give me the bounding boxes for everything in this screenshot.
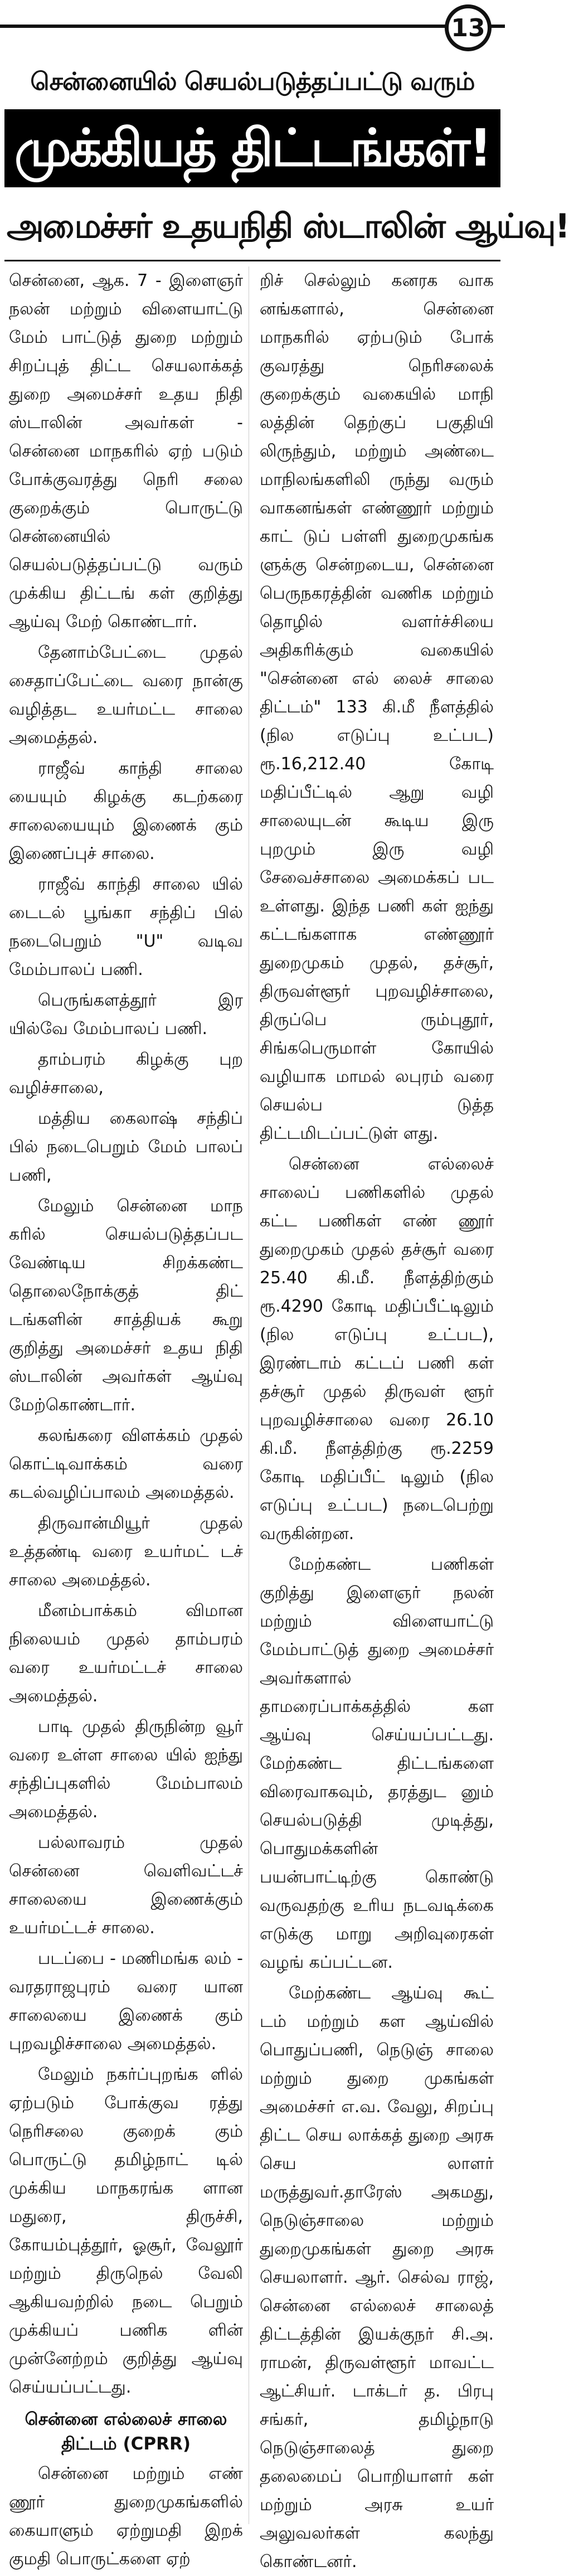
article-paragraph: சென்னை மற்றும் எண் ணூர் துறைமுகங்களில் கையாளும் ஏற்றுமதி இறக் குமதி பொருட்களை ஏற் xyxy=(9,2464,243,2569)
article-paragraph: மேற்கண்ட பணிகள் குறித்து இளைஞர் நலன் மற்றும் விளையாட்டு மேம்பாட்டுத் துறை அமைச்சர் அவர்களால் தாமரைப்பாக்கத்தில் கள ஆய்வு செய்யப்பட்டது. மேற்கண்ட திட்டங்களை விரைவாகவும், தரத்துட னும் செயல்படுத்தி முடித்து, பொதுமக்களின் பயன்பாட்டிற்கு கொண்டு வருவதற்கு உரிய நடவடிக்கை எடுக்கு மாறு அறிவுரைகள் வழங் கப்பட்டன. xyxy=(260,1555,494,1972)
article-paragraph: தாம்பரம் கிழக்கு புற வழிச்சாலை, xyxy=(9,1050,243,1098)
page-number-badge: 13 xyxy=(445,4,492,51)
section-heading: சென்னை எல்லைச் சாலை திட்டம் (CPRR) xyxy=(25,2409,227,2454)
article-paragraph: பாடி முதல் திருநின்ற வூர் வரை உள்ள சாலை யில் ஐந்து சந்திப்புகளில் மேம்பாலம் அமைத்தல். xyxy=(9,1717,243,1822)
article-paragraph: திருவான்மியூர் முதல் உத்தண்டி வரை உயர்மட் டச் சாலை அமைத்தல். xyxy=(9,1513,243,1590)
article-paragraph: சென்னை, ஆக. 7 - இளைஞர் நலன் மற்றும் விளையாட்டு மேம் பாட்டுத் துறை மற்றும் சிறப்புத் திட்ட செயலாக்கத் துறை அமைச்சர் உதய நிதி ஸ்டாலின் அவர்கள் - சென்னை மாநகரில் ஏற் படும் போக்குவரத்து நெரி சலை குறைக்கும் பொருட்டு சென்னையில் செயல்படுத்தப்பட்டு வரும் முக்கிய திட்டங் கள் குறித்து ஆய்வு மேற் கொண்டார். xyxy=(9,271,243,632)
article-paragraph: தேனாம்பேட்டை முதல் சைதாப்பேட்டை வரை நான்கு வழித்தட உயர்மட்ட சாலை அமைத்தல். xyxy=(9,643,243,748)
article-paragraph: றிச் செல்லும் கனரக வாக னங்களால், சென்னை மாநகரில் ஏற்படும் போக் குவரத்து நெரிசலைக் குறைக்கும் வகையில் மாநி லத்தின் தெற்குப் பகுதியி லிருந்தும், மற்றும் அண்டை மாநிலங்களிலி ருந்து வரும் வாகனங்கள் எண்ணூர் மற்றும் காட் டுப் பள்ளி துறைமுகங்க ளுக்கு சென்றடைய, சென்னை பெருநகரத்தின் வணிக மற்றும் தொழில் வளர்ச்சியை அதிகரிக்கும் வகையில் "சென்னை எல் லைச் சாலை திட்டம்" 133 கி.மீ நீளத்தில் (நில எடுப்பு உட்பட) ரூ.16,212.40 கோடி மதிப்பீட்டில் ஆறு வழி சாலையுடன் கூடிய இரு புறமும் இரு வழி சேவைச்சாலை அமைக்கப் பட உள்ளது. இந்த பணி கள் ஐந்து கட்டங்களாக எண்ணூர் துறைமுகம் முதல், தச்சூர், திருவள்ளூர் புறவழிச்சாலை, திருப்பெ ரும்புதூர், சிங்கபெருமாள் கோயில் வழியாக மாமல் லபுரம் வரை செயல்ப டுத்த திட்டமிடப்பட்டுள் ளது. xyxy=(260,271,494,1143)
article-paragraph: ராஜீவ் காந்தி சாலை யில் டைடல் பூங்கா சந்திப் பில் நடைபெறும் "U" வடிவ மேம்பாலப் பணி. xyxy=(9,875,243,979)
article-paragraph: மத்திய கைலாஷ் சந்திப் பில் நடைபெறும் மேம் பாலப் பணி, xyxy=(9,1109,243,1185)
headline-rule xyxy=(4,260,500,261)
article-paragraph: படப்பை - மணிமங்க லம் - வரதராஜபுரம் வரை யான சாலையை இணைக் கும் புறவழிச்சாலை அமைத்தல். xyxy=(9,1949,243,2054)
article-paragraph: பல்லாவரம் முதல் சென்னை வெளிவட்டச் சாலையை இணைக்கும் உயர்மட்டச் சாலை. xyxy=(9,1833,243,1938)
article-paragraph: மேற்கண்ட ஆய்வு கூட் டம் மற்றும் கள ஆய்வில் பொதுப்பணி, நெடுஞ் சாலை மற்றும் துறை முகங்கள் அமைச்சர் எ.வ. வேலு, சிறப்பு திட்ட செய லாக்கத் துறை அரசு செய லாளர் மருத்துவர்.தாரேஸ் அகமது, நெடுஞ்சாலை மற்றும் துறைமுகங்கள் துறை அரசு செயலாளர். ஆர். செல்வ ராஜ், சென்னை எல்லைச் சாலைத் திட்டத்தின் இயக்குநர் சி.அ. ராமன், திருவள்ளூர் மாவட்ட ஆட்சியர். டாக்டர் த. பிரபு சங்கர், தமிழ்நாடு நெடுஞ்சாலைத் துறை தலைமைப் பொறியாளர் கள் மற்றும் அரசு உயர் அலுவலர்கள் கலந்து கொண்டனர். xyxy=(260,1983,494,2572)
header-rule xyxy=(0,25,505,28)
page-header xyxy=(0,0,505,54)
kicker-line: சென்னையில் செயல்படுத்தப்பட்டு வரும் xyxy=(30,67,475,96)
article-left-column xyxy=(9,266,243,2569)
headline: முக்கியத் திட்டங்கள்! xyxy=(4,109,500,187)
article-paragraph: சென்னை எல்லைச் சாலைப் பணிகளில் முதல் கட்ட பணிகள் எண் ணூர் துறைமுகம் முதல் தச்சூர் வரை 25.40 கி.மீ. நீளத்திற்கும் ரூ.4290 கோடி மதிப்பீட்டிலும் (நில எடுப்பு உட்பட), இரண்டாம் கட்டப் பணி கள் தச்சூர் முதல் திருவள் ளூர் புறவழிச்சாலை வரை 26.10 கி.மீ. நீளத்திற்கு ரூ.2259 கோடி மதிப்பீட் டிலும் (நில எடுப்பு உட்பட) நடைபெற்று வருகின்றன. xyxy=(260,1154,494,1544)
article-paragraph: மீனம்பாக்கம் விமான நிலையம் முதல் தாம்பரம் வரை உயர்மட்டச் சாலை அமைத்தல். xyxy=(9,1601,243,1706)
article-right-column xyxy=(260,266,494,2572)
article-paragraph: மேலும் சென்னை மாந கரில் செயல்படுத்தப்பட வேண்டிய சிறக்கண்ட தொலைநோக்குத் திட் டங்களின் சாத்தியக் கூறு குறித்து அமைச்சர் உதய நிதி ஸ்டாலின் அவர்கள் ஆய்வு மேற்கொண்டார். xyxy=(9,1196,243,1415)
subheadline: அமைச்சர் உதயநிதி ஸ்டாலின் ஆய்வு! xyxy=(7,207,569,246)
article-paragraph: மேலும் நகர்ப்புறங்க ளில் ஏற்படும் போக்குவ ரத்து நெரிசலை குறைக் கும் பொருட்டு தமிழ்நாட் டில் முக்கிய மாநகரங்க ளான மதுரை, திருச்சி, கோயம்புத்தூர், ஓசூர், வேலூர் மற்றும் திருநெல் வேலி ஆகியவற்றில் நடை பெறும் முக்கியப் பணிக ளின் முன்னேற்றம் குறித்து ஆய்வு செய்யப்பட்டது. xyxy=(9,2065,243,2397)
article-paragraph: ராஜீவ் காந்தி சாலை யையும் கிழக்கு கடற்கரை சாலையையும் இணைக் கும் இணைப்புச் சாலை. xyxy=(9,759,243,863)
article-paragraph: பெருங்களத்தூர் இர யில்வே மேம்பாலப் பணி. xyxy=(9,991,243,1039)
article-paragraph: கலங்கரை விளக்கம் முதல் கொட்டிவாக்கம் வரை கடல்வழிப்பாலம் அமைத்தல். xyxy=(9,1426,243,1502)
